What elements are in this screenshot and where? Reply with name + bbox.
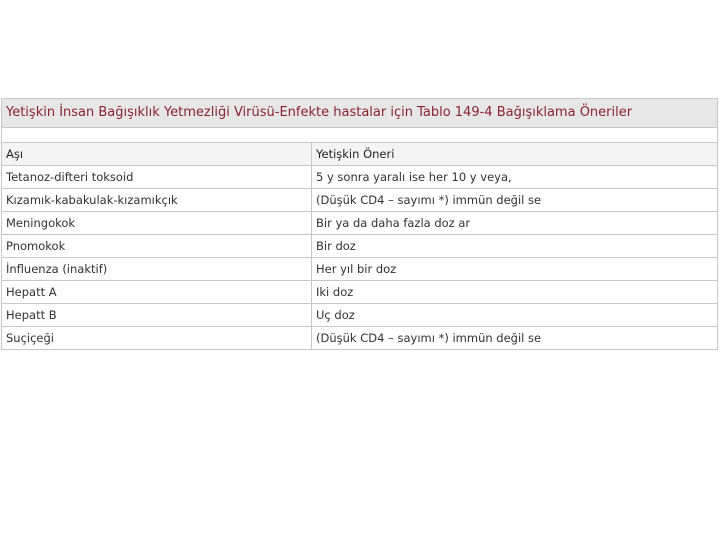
table-row	[2, 189, 717, 212]
recommendation-cell: (Düşük CD4 – sayımı *) immün değil se	[316, 331, 542, 345]
recommendation-cell: 5 y sonra yaralı ise her 10 y veya,	[316, 170, 512, 184]
table-header-row	[2, 143, 717, 166]
recommendation-cell: Bir doz	[316, 239, 356, 253]
table-row	[2, 281, 717, 304]
vaccine-cell: Suçiçeği	[2, 327, 312, 349]
table-spacer-row	[2, 128, 717, 143]
vaccine-cell: Meningokok	[2, 212, 312, 234]
table-row	[2, 304, 717, 327]
table-row	[2, 166, 717, 189]
column-header-recommendation: Yetişkin Öneri	[316, 147, 395, 161]
vaccine-cell: Tetanoz-difteri toksoid	[2, 166, 312, 188]
table-row	[2, 327, 717, 349]
recommendation-cell: Iki doz	[316, 285, 354, 299]
vaccine-cell: Pnomokok	[2, 235, 312, 257]
recommendation-cell: Uç doz	[316, 308, 355, 322]
table-caption: Yetişkin İnsan Bağışıklık Yetmezliği Virüsü-Enfekte hastalar için Tablo 149-4 Bağışıklama Öneriler	[2, 99, 717, 128]
table-row	[2, 258, 717, 281]
column-header-vaccine: Aşı	[2, 143, 312, 165]
vaccine-cell: Hepatt A	[2, 281, 312, 303]
recommendation-cell: Bir ya da daha fazla doz ar	[316, 216, 471, 230]
vaccine-recommendation-table	[1, 98, 718, 350]
vaccine-cell: İnfluenza (inaktif)	[2, 258, 312, 280]
table-row	[2, 212, 717, 235]
table-row	[2, 235, 717, 258]
recommendation-cell: Her yıl bir doz	[316, 262, 397, 276]
recommendation-cell: (Düşük CD4 – sayımı *) immün değil se	[316, 193, 542, 207]
vaccine-cell: Hepatt B	[2, 304, 312, 326]
vaccine-cell: Kızamık-kabakulak-kızamıkçık	[2, 189, 312, 211]
